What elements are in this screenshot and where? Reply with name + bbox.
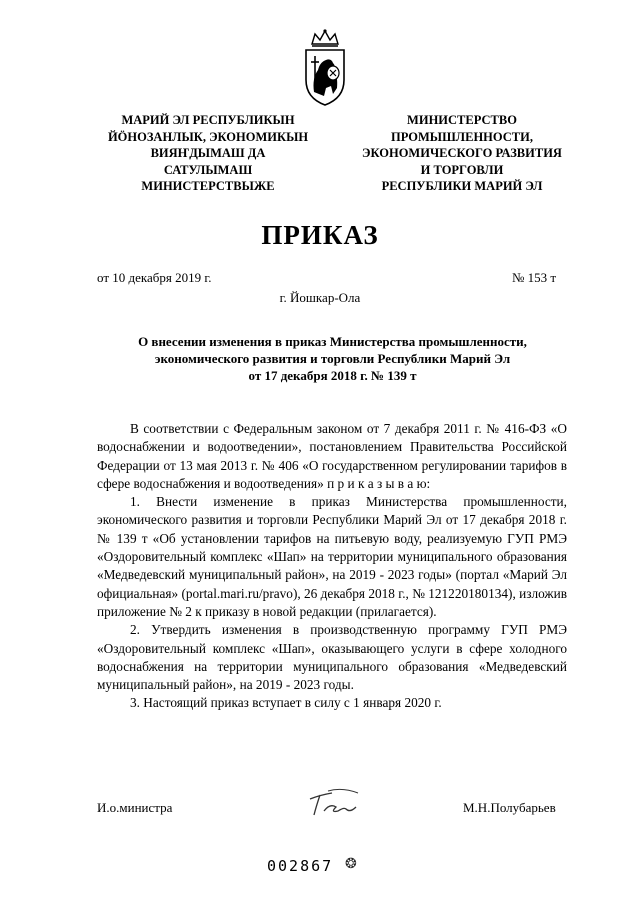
header-left-line: МИНИСТЕРСТВЫЖЕ — [141, 179, 275, 193]
subject-line: экономического развития и торговли Республики Марий Эл — [154, 351, 511, 366]
header-left-line: ВИЯҤДЫМАШ ДА — [150, 146, 266, 160]
header-left-line: ЙӦНОЗАНЛЫК, ЭКОНОМИКЫН — [107, 129, 309, 144]
ornament-icon: ❂ — [345, 857, 357, 872]
subject-line: О внесении изменения в приказ Министерства промышленности, — [138, 334, 527, 349]
header-left-line: САТУЛЫМАШ — [163, 162, 253, 177]
document-subject — [100, 333, 565, 384]
coat-of-arms-icon — [300, 28, 350, 108]
handwritten-signature — [306, 785, 362, 819]
header-ministry-mari — [88, 112, 328, 195]
document-title: ПРИКАЗ — [261, 220, 379, 250]
document-city: г. Йошкар-Ола — [279, 290, 361, 305]
signer-name: М.Н.Полубарьев — [463, 800, 556, 815]
document-body — [97, 420, 567, 713]
body-paragraph: 2. Утвердить изменения в производственную программу ГУП РМЭ «Оздоровительный комплекс «Шап», оказывающего услуги в сфере холодного водоснабжения на территории муниципального образования «Медведевский муниципальный район», на 2019 - 2023 годы. — [97, 622, 567, 693]
document-date: от 10 декабря 2019 г. — [97, 270, 212, 285]
header-right-line: МИНИСТЕРСТВО — [407, 113, 517, 127]
serial-number: 002867 — [267, 857, 334, 875]
header-right-line: И ТОРГОВЛИ — [420, 162, 504, 177]
body-paragraph: 1. Внести изменение в приказ Министерства промышленности, экономического развития и торговли Республики Марий Эл от 17 декабря 2018 г. № 139 т «Об установлении тарифов на питьевую воду, реализуемую ГУП РМЭ «Оздоровительный комплекс «Шап» на территории муниципального образования «Медведевский муниципальный район», на 2019 - 2023 годы» (портал «Марий Эл официальная» (portal.mari.ru/pravo), 26 декабря 2018 г., № 121220180134), изложив приложение № 2 к приказу в новой редакции (прилагается). — [97, 494, 567, 619]
signer-position: И.о.министра — [97, 800, 173, 815]
header-ministry-russian — [340, 112, 584, 195]
header-right-line: РЕСПУБЛИКИ МАРИЙ ЭЛ — [381, 179, 543, 193]
body-paragraph: 3. Настоящий приказ вступает в силу с 1 января 2020 г. — [130, 695, 442, 711]
subject-line: от 17 декабря 2018 г. № 139 т — [248, 368, 417, 383]
header-right-line: ЭКОНОМИЧЕСКОГО РАЗВИТИЯ — [362, 146, 562, 160]
header-right-line: ПРОМЫШЛЕННОСТИ, — [391, 129, 533, 144]
body-paragraph: В соответствии с Федеральным законом от 7 декабря 2011 г. № 416-ФЗ «О водоснабжении и водоотведении», постановлением Правительства Российской Федерации от 13 мая 2013 г. № 406 «О государственном регулировании тарифов в сфере водоснабжения и водоотведения» п р и к а з ы в а ю: — [97, 421, 567, 491]
document-number: № 153 т — [512, 270, 557, 285]
header-left-line: МАРИЙ ЭЛ РЕСПУБЛИКЫН — [121, 113, 295, 127]
